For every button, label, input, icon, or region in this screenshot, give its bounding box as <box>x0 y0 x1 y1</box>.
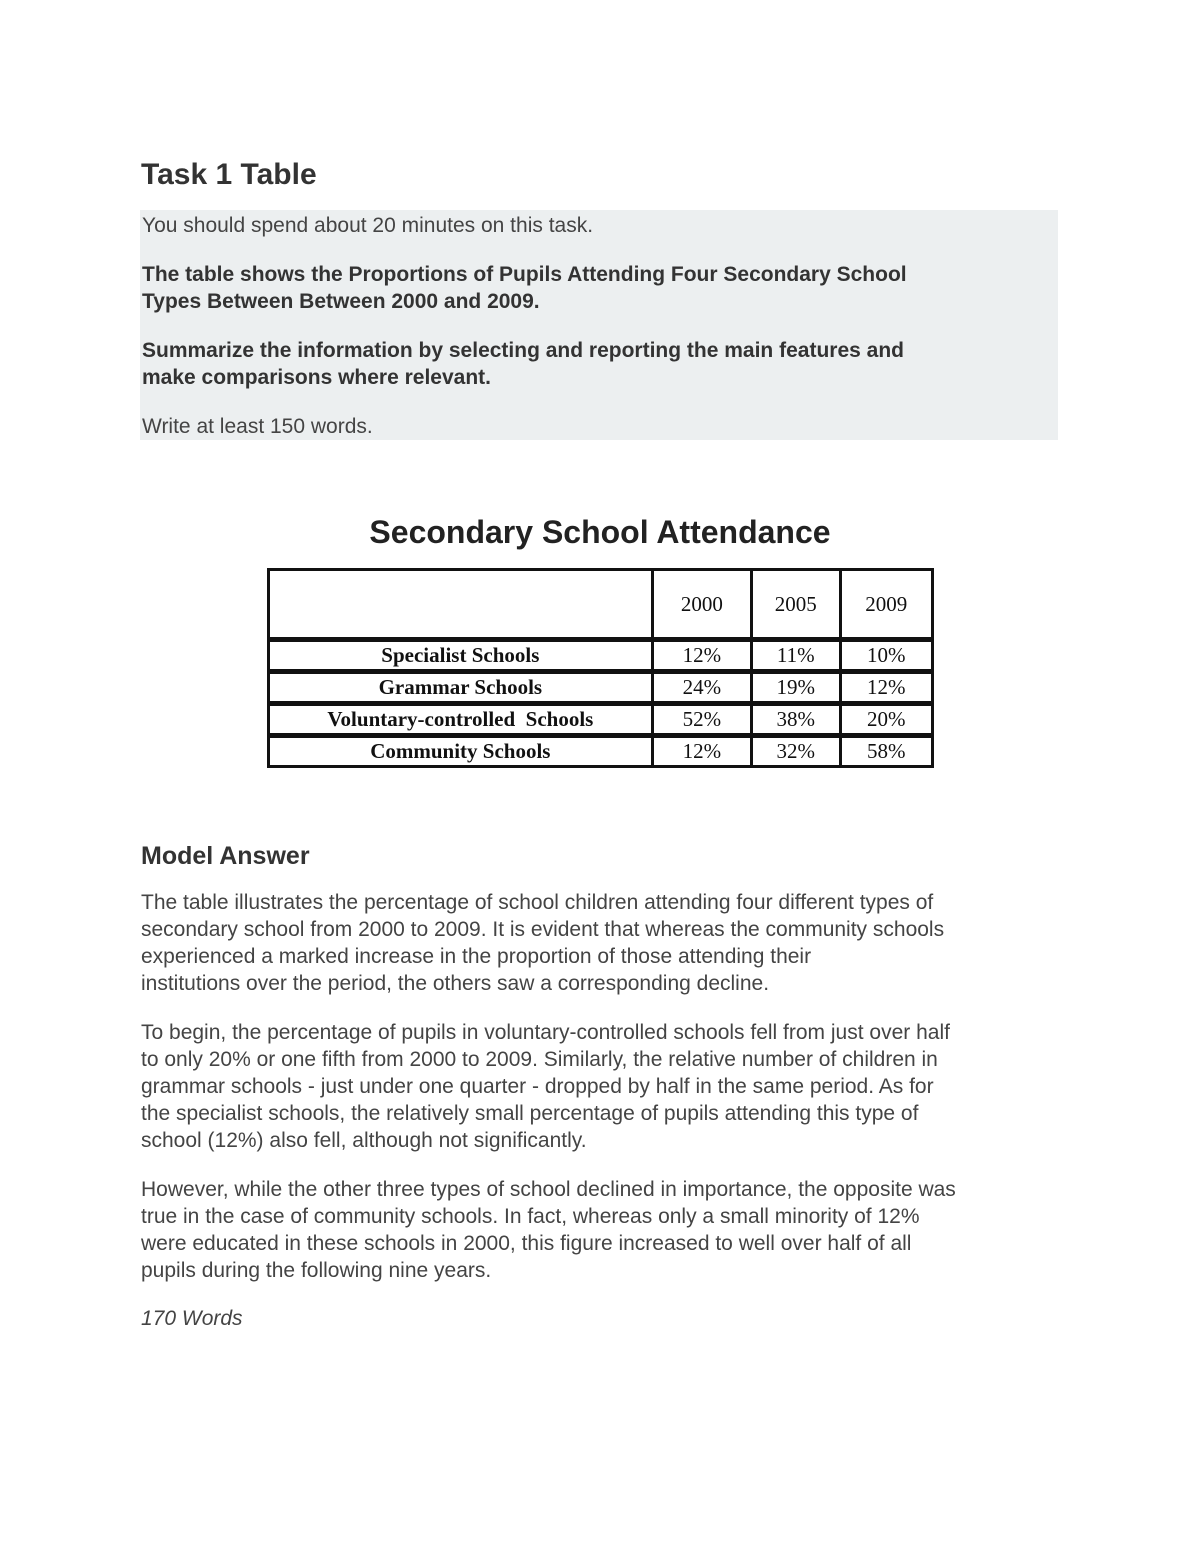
table-cell: 38% <box>752 704 840 736</box>
table-cell: 12% <box>652 640 751 672</box>
row-label: Community Schools <box>269 736 653 767</box>
table-title: Secondary School Attendance <box>369 514 831 550</box>
word-requirement: Write at least 150 words. <box>142 415 373 438</box>
table-cell: 52% <box>652 704 751 736</box>
paragraph-line: experienced a marked increase in the proportion of those attending their <box>141 945 812 968</box>
prompt-line: Types Between Between 2000 and 2009. <box>142 290 540 313</box>
row-label: Grammar Schools <box>269 672 653 704</box>
table-cell: 12% <box>652 736 751 767</box>
answer-paragraph-1 <box>141 889 944 997</box>
paragraph-line: secondary school from 2000 to 2009. It is evident that whereas the community schools <box>141 918 945 941</box>
column-header: 2000 <box>652 570 751 640</box>
column-header: 2009 <box>840 570 932 640</box>
table-cell: 24% <box>652 672 751 704</box>
paragraph-line: school (12%) also fell, although not significantly. <box>141 1129 587 1152</box>
column-header: 2005 <box>752 570 840 640</box>
paragraph-line: institutions over the period, the others saw a corresponding decline. <box>141 972 770 995</box>
task-instructions-box <box>140 210 1058 440</box>
table-cell: 58% <box>840 736 932 767</box>
paragraph-line: to only 20% or one fifth from 2000 to 2009. Similarly, the relative number of children in <box>141 1048 938 1071</box>
instruction-line: make comparisons where relevant. <box>142 366 491 389</box>
paragraph-line: However, while the other three types of school declined in importance, the opposite was <box>141 1178 956 1201</box>
table-cell: 19% <box>752 672 840 704</box>
table-cell: 20% <box>840 704 932 736</box>
time-instruction: You should spend about 20 minutes on this task. <box>142 214 594 237</box>
paragraph-line: true in the case of community schools. In fact, whereas only a small minority of 12% <box>141 1205 920 1228</box>
paragraph-line: were educated in these schools in 2000, this figure increased to well over half of all <box>141 1232 912 1255</box>
table-header-row <box>269 570 933 640</box>
table-row <box>269 736 933 767</box>
table-cell: 12% <box>840 672 932 704</box>
attendance-table <box>267 568 934 768</box>
row-label: Specialist Schools <box>269 640 653 672</box>
table-cell: 32% <box>752 736 840 767</box>
paragraph-line: the specialist schools, the relatively small percentage of pupils attending this type of <box>141 1102 919 1125</box>
page-title: Task 1 Table <box>141 158 317 191</box>
empty-header-cell <box>269 570 653 640</box>
paragraph-line: pupils during the following nine years. <box>141 1259 492 1282</box>
answer-paragraph-3 <box>141 1176 956 1284</box>
table-row <box>269 640 933 672</box>
word-count: 170 Words <box>141 1307 243 1330</box>
table-row <box>269 672 933 704</box>
row-label: Voluntary-controlled Schools <box>269 704 653 736</box>
table-cell: 11% <box>752 640 840 672</box>
model-answer-heading: Model Answer <box>141 842 310 870</box>
instruction-line: Summarize the information by selecting and reporting the main features and <box>142 339 904 362</box>
paragraph-line: To begin, the percentage of pupils in voluntary-controlled schools fell from just over half <box>141 1021 950 1044</box>
table-cell: 10% <box>840 640 932 672</box>
paragraph-line: grammar schools - just under one quarter - dropped by half in the same period. As for <box>141 1075 934 1098</box>
table-row <box>269 704 933 736</box>
paragraph-line: The table illustrates the percentage of school children attending four different types of <box>141 891 934 914</box>
prompt-line: The table shows the Proportions of Pupils Attending Four Secondary School <box>142 263 907 286</box>
answer-paragraph-2 <box>141 1019 950 1154</box>
